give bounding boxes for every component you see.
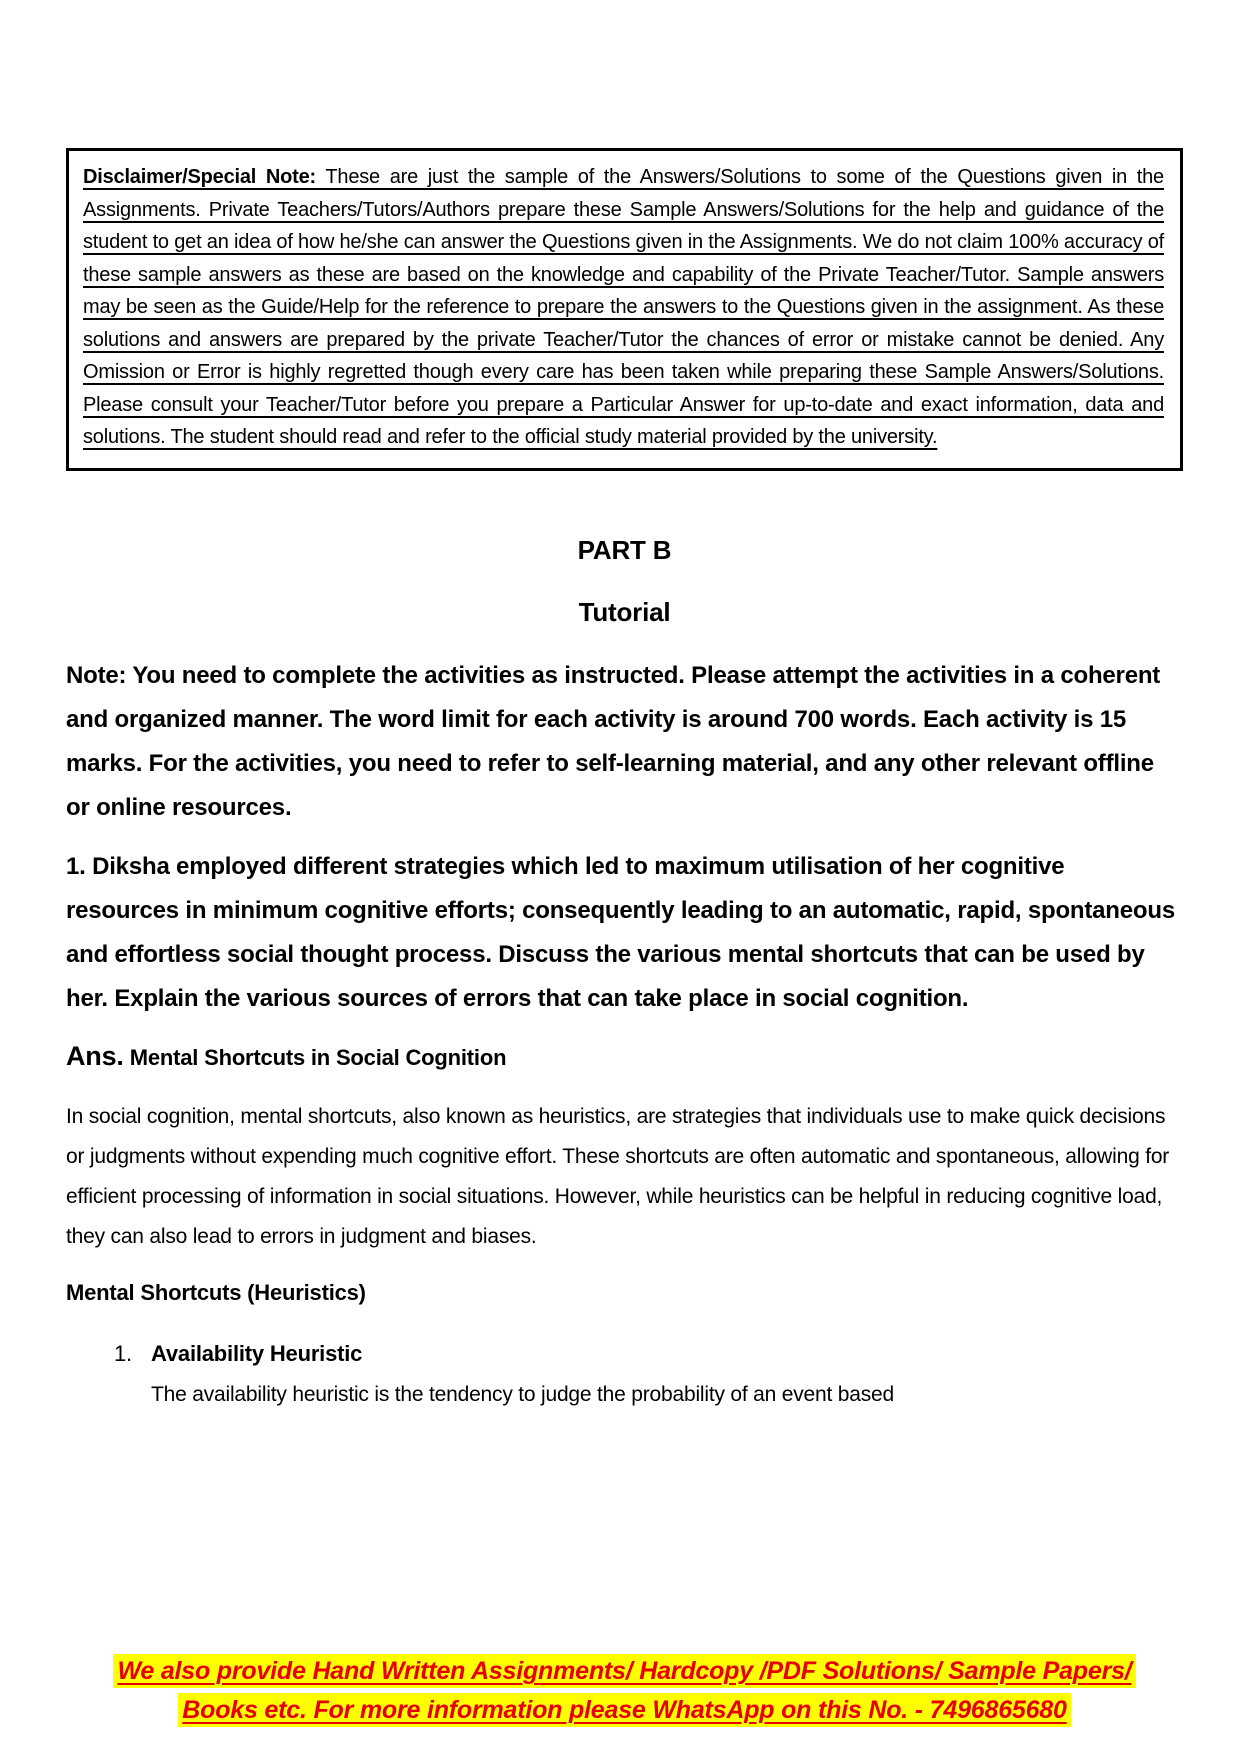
list-item-number: 1. [114, 1340, 132, 1366]
answer-heading [66, 1039, 1183, 1076]
answer-title: Mental Shortcuts in Social Cognition [129, 1044, 507, 1070]
promo-footer-line2: Books etc. For more information please WhatsApp on this No. - 7496865680 [178, 1693, 1070, 1727]
list-item-content [151, 1333, 1183, 1415]
heuristics-list [66, 1333, 1183, 1415]
question-1-paragraph: 1. Diksha employed different strategies which led to maximum utilisation of her cognitive resources in minimum cognitive efforts; consequently leading to an automatic, rapid, spontaneous and effortless social thought process. Discuss the various mental shortcuts that can be used by her. Explain the various sources of errors that can take place in social cognition. [66, 852, 1175, 1012]
disclaimer-label: Disclaimer/Special Note: [83, 166, 317, 188]
disclaimer-text [83, 161, 1164, 454]
tutorial-heading: Tutorial [578, 596, 671, 627]
part-b-heading: PART B [577, 534, 672, 565]
list-item-availability-heuristic [66, 1333, 1183, 1415]
promo-footer-line1: We also provide Hand Written Assignments/ Hardcopy /PDF Solutions/ Sample Papers/ [113, 1654, 1135, 1688]
list-item-body: The availability heuristic is the tendency to judge the probability of an event based [151, 1382, 894, 1406]
promo-footer [66, 1652, 1183, 1730]
disclaimer-body: These are just the sample of the Answers/Solutions to some of the Questions given in the Assignments. Private Teachers/Tutors/Authors prepare these Sample Answers/Solutions for the help and guidance of the student to get an idea of how he/she can answer the Questions given in the Assignments. We do not claim 100% accuracy of these sample answers as these are based on the knowledge and capability of the Private Teacher/Tutor. Sample answers may be seen as the Guide/Help for the reference to prepare the answers to the Questions given in the assignment. As these solutions and answers are prepared by the private Teacher/Tutor the chances of error or mistake cannot be denied. Any Omission or Error is highly regretted though every care has been taken while preparing these Sample Answers/Solutions. Please consult your Teacher/Tutor before you prepare a Particular Answer for up-to-date and exact information, data and solutions. The student should read and refer to the official study material provided by the university. [83, 166, 1164, 448]
heuristics-subheading: Mental Shortcuts (Heuristics) [66, 1279, 366, 1305]
disclaimer-box [66, 148, 1183, 471]
list-item-title: Availability Heuristic [151, 1340, 363, 1366]
answer-label: Ans. [66, 1040, 124, 1071]
note-paragraph: Note: You need to complete the activities as instructed. Please attempt the activities in a coherent and organized manner. The word limit for each activity is around 700 words. Each activity is 15 marks. For the activities, you need to refer to self-learning material, and any other relevant offline or online resources. [66, 661, 1161, 821]
answer-intro-paragraph: In social cognition, mental shortcuts, also known as heuristics, are strategies that individuals use to make quick decisions or judgments without expending much cognitive effort. These shortcuts are often automatic and spontaneous, allowing for efficient processing of information in social situations. However, while heuristics can be helpful in reducing cognitive load, they can also lead to errors in judgment and biases. [66, 1104, 1170, 1248]
